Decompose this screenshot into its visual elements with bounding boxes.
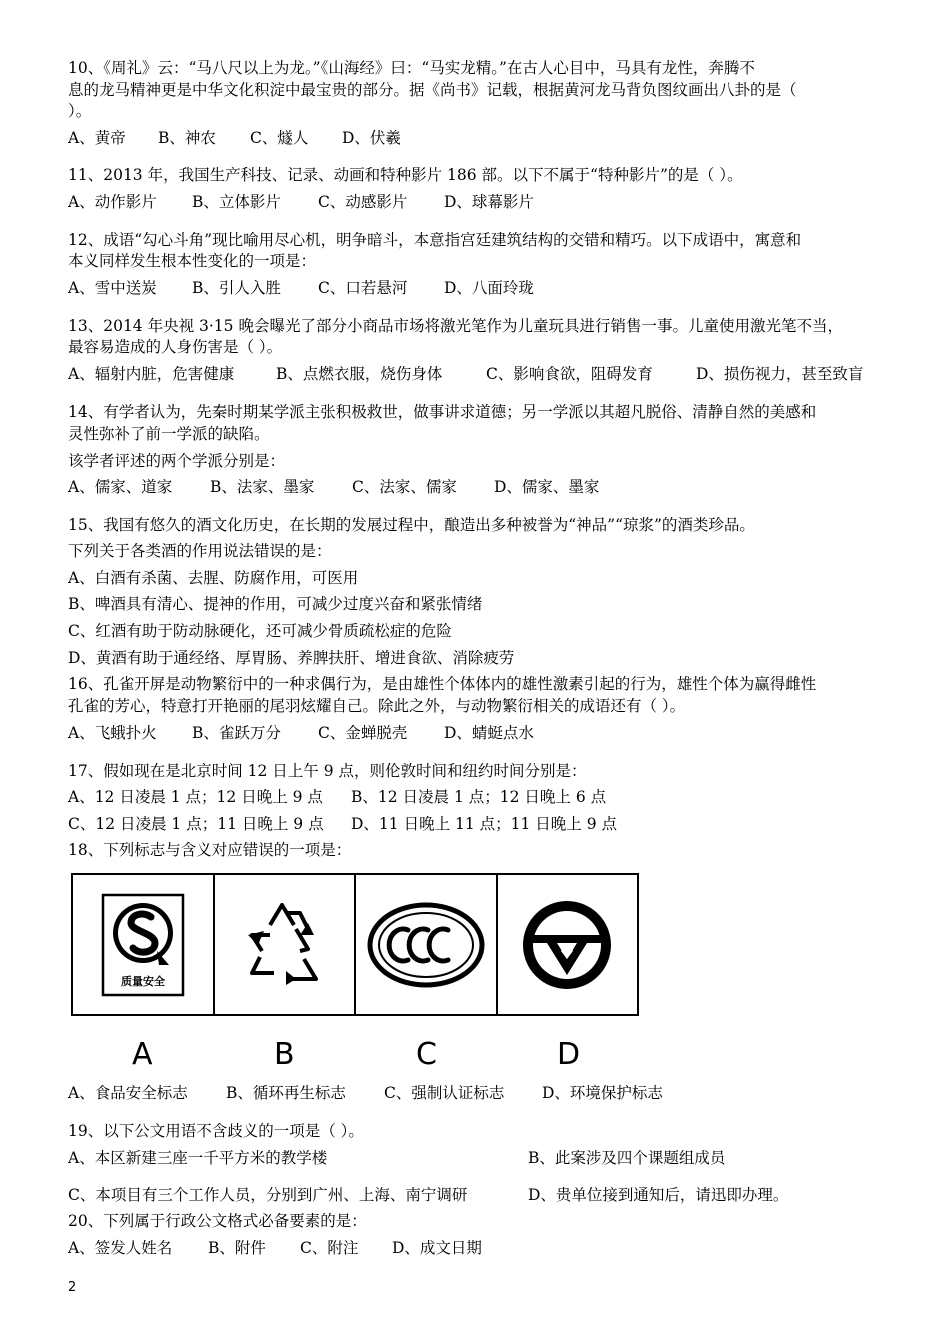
logo-cell-d [498, 875, 638, 1014]
logo-letter-d: D [557, 1037, 581, 1072]
q15-option-c: C、红酒有助于防动脉硬化，还可减少骨质疏松症的危险 [68, 622, 452, 640]
q14-stem-line2: 灵性弥补了前一学派的缺陷。 [68, 425, 270, 443]
q17-option-b: B、12 日凌晨 1 点；12 日晚上 6 点 [351, 788, 607, 806]
q13-options [68, 364, 863, 384]
q18-logo-table [71, 873, 639, 1016]
q17-option-c: C、12 日凌晨 1 点；11 日晚上 9 点 [68, 815, 324, 833]
q16-option-a: A、飞蛾扑火 [68, 724, 157, 742]
q15-option-d: D、黄酒有助于通经络、厚胃肠、养脾扶肝、增进食欲、消除疲劳 [68, 649, 515, 667]
q12-stem-line2: 本义同样发生根本性变化的一项是： [68, 252, 317, 270]
q20-option-a: A、签发人姓名 [68, 1239, 173, 1257]
page-number: 2 [68, 1280, 77, 1295]
q11-option-c: C、动感影片 [318, 193, 408, 211]
q16-options [68, 723, 534, 743]
q19-stem-line1: 19、以下公文用语不含歧义的一项是（ ）。 [68, 1122, 364, 1140]
q17-option-a: A、12 日凌晨 1 点；12 日晚上 9 点 [68, 788, 323, 806]
q16-option-b: B、雀跃万分 [192, 724, 281, 742]
q14-stem-line1: 14、有学者认为，先秦时期某学派主张积极救世，做事讲求道德；另一学派以其超凡脱俗、清静自然的美感和 [68, 403, 817, 421]
q13-option-a: A、辐射内脏，危害健康 [68, 365, 235, 383]
q15-stem-line2: 下列关于各类酒的作用说法错误的是： [68, 542, 332, 560]
q10-stem-line3: ）。 [68, 102, 92, 120]
q10-stem-line1: 10、《周礼》云：“马八尺以上为龙。”《山海经》曰：“马实龙精。”在古人心目中，马具有龙性，奔腾不 [68, 59, 755, 77]
q16-stem-line2: 孔雀的芳心，特意打开艳丽的尾羽炫耀自己。除此之外，与动物繁衍相关的成语还有（ ）。 [68, 697, 686, 715]
q18-options [68, 1083, 663, 1103]
q12-option-b: B、引人入胜 [192, 279, 281, 297]
q14-option-b: B、法家、墨家 [210, 478, 315, 496]
q15-stem-line1: 15、我国有悠久的酒文化历史，在长期的发展过程中，酿造出多种被誉为“神品”“琼浆”的酒类珍品。 [68, 516, 755, 534]
logo-cell-a [73, 875, 215, 1014]
q10-option-a: A、黄帝 [68, 129, 126, 147]
q11-option-a: A、动作影片 [68, 193, 157, 211]
q17-stem-line1: 17、假如现在是北京时间 12 日上午 9 点，则伦敦时间和纽约时间分别是： [68, 762, 587, 780]
recycle-icon [234, 895, 334, 995]
q19-option-b: B、此案涉及四个课题组成员 [528, 1149, 726, 1167]
ccc-certification-icon [366, 900, 486, 990]
q11-options [68, 192, 534, 212]
logo-cell-b [215, 875, 357, 1014]
q10-option-c: C、燧人 [250, 129, 309, 147]
q14-option-d: D、儒家、墨家 [494, 478, 600, 496]
q13-stem-line1: 13、2014 年央视 3·15 晚会曝光了部分小商品市场将激光笔作为儿童玩具进行销售一事。儿童使用激光笔不当， [68, 317, 843, 335]
q11-option-d: D、球幕影片 [444, 193, 534, 211]
q16-option-d: D、蜻蜓点水 [444, 724, 534, 742]
q12-options [68, 278, 534, 298]
q19-option-c: C、本项目有三个工作人员，分别到广州、上海、南宁调研 [68, 1186, 468, 1204]
q20-stem-line1: 20、下列属于行政公文格式必备要素的是： [68, 1212, 367, 1230]
q13-stem-line2: 最容易造成的人身伤害是（ ）。 [68, 338, 283, 356]
q10-option-d: D、伏羲 [342, 129, 401, 147]
q17-option-d: D、11 日晚上 11 点；11 日晚上 9 点 [351, 815, 618, 833]
q20-option-b: B、附件 [208, 1239, 266, 1257]
q14-option-a: A、儒家、道家 [68, 478, 173, 496]
q15-option-a: A、白酒有杀菌、去腥、防腐作用，可医用 [68, 569, 359, 587]
q18-option-a: A、食品安全标志 [68, 1084, 188, 1102]
q14-option-c: C、法家、儒家 [352, 478, 457, 496]
qs-quality-safety-icon [101, 893, 185, 997]
q16-stem-line1: 16、孔雀开屏是动物繁衍中的一种求偶行为，是由雄性个体体内的雄性激素引起的行为，雄性个体为赢得雌性 [68, 675, 817, 693]
q13-option-c: C、影响食欲，阻碍发育 [486, 365, 653, 383]
q10-stem-line2: 息的龙马精神更是中华文化积淀中最宝贵的部分。据《尚书》记载，根据黄河龙马背负图纹画出八卦的是（ [68, 81, 797, 99]
environment-protection-icon [517, 895, 617, 995]
q12-option-a: A、雪中送炭 [68, 279, 157, 297]
q12-stem-line1: 12、成语“勾心斗角”现比喻用尽心机，明争暗斗，本意指宫廷建筑结构的交错和精巧。以下成语中，寓意和 [68, 231, 802, 249]
q15-option-b: B、啤酒具有清心、提神的作用，可减少过度兴奋和紧张情绪 [68, 595, 483, 613]
q12-option-d: D、八面玲珑 [444, 279, 534, 297]
q10-option-b: B、神农 [158, 129, 216, 147]
q20-option-c: C、附注 [300, 1239, 359, 1257]
q11-stem-line1: 11、2013 年，我国生产科技、记录、动画和特种影片 186 部。以下不属于“特种影片”的是（ ）。 [68, 166, 743, 184]
qs-logo-caption: 质量安全 [120, 974, 165, 988]
q18-option-c: C、强制认证标志 [384, 1084, 505, 1102]
q12-option-c: C、口若悬河 [318, 279, 408, 297]
q16-option-c: C、金蝉脱壳 [318, 724, 408, 742]
logo-letter-a: A [132, 1037, 153, 1072]
q18-option-d: D、环境保护标志 [542, 1084, 663, 1102]
q13-option-d: D、损伤视力，甚至致盲 [696, 365, 864, 383]
q10-options [68, 128, 401, 148]
q11-option-b: B、立体影片 [192, 193, 281, 211]
q20-options [68, 1238, 482, 1258]
logo-letter-b: B [274, 1037, 295, 1072]
q19-option-d: D、贵单位接到通知后，请迅即办理。 [528, 1186, 789, 1204]
q13-option-b: B、点燃衣服，烧伤身体 [276, 365, 443, 383]
q18-stem-line1: 18、下列标志与含义对应错误的一项是： [68, 841, 352, 859]
q18-option-b: B、循环再生标志 [226, 1084, 346, 1102]
q14-options [68, 477, 599, 497]
logo-cell-c [356, 875, 498, 1014]
logo-letter-c: C [416, 1037, 437, 1072]
q19-option-a: A、本区新建三座一千平方米的教学楼 [68, 1149, 328, 1167]
q14-stem-line3: 该学者评述的两个学派分别是： [68, 452, 286, 470]
q20-option-d: D、成文日期 [392, 1239, 482, 1257]
